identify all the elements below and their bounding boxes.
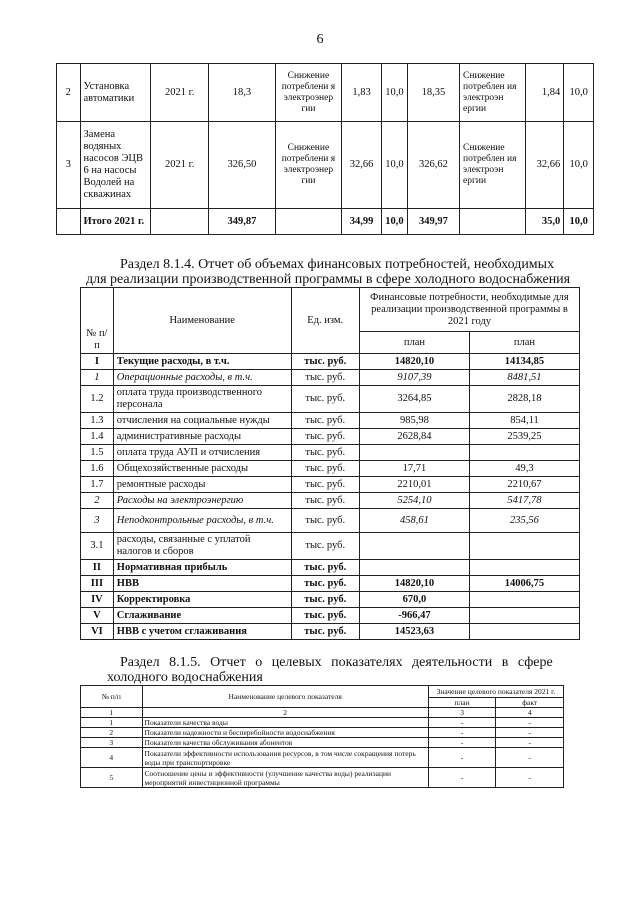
plan-value: 2628,84 (359, 429, 469, 445)
row-number: 1 (81, 718, 143, 728)
row-number: II (81, 560, 114, 576)
table-row (81, 560, 580, 576)
row-number: 1.7 (81, 477, 114, 493)
table-row (81, 509, 580, 533)
header-plan: план (359, 332, 469, 354)
plan-value: - (428, 728, 496, 738)
plan-value: 235,56 (469, 509, 579, 533)
plan-value: - (428, 738, 496, 748)
row-number: 1.3 (81, 413, 114, 429)
header-plan: план (469, 332, 579, 354)
plan-value: 985,98 (359, 413, 469, 429)
plan-value: 2539,25 (469, 429, 579, 445)
unit-cell: тыс. руб. (291, 533, 359, 560)
page-number: 6 (316, 32, 324, 47)
total-value: 35,0 (526, 209, 564, 235)
table-row (81, 533, 580, 560)
col-number: 2 (142, 708, 428, 718)
header-num: № п/п (81, 288, 114, 354)
plan-value: 8481,51 (469, 370, 579, 386)
total-value: 10,0 (382, 209, 408, 235)
financial-table (80, 287, 580, 640)
unit-cell: тыс. руб. (291, 413, 359, 429)
value-cell: 32,66 (526, 122, 564, 209)
fact-value: - (496, 748, 564, 768)
row-name: НВВ (113, 576, 291, 592)
unit-cell: тыс. руб. (291, 608, 359, 624)
plan-value: 49,3 (469, 461, 579, 477)
row-number: 2 (57, 64, 81, 122)
total-value: 349,97 (407, 209, 459, 235)
col-number: 1 (81, 708, 143, 718)
value-cell: 32,66 (342, 122, 382, 209)
header-plan: план (428, 698, 496, 708)
section-heading: Раздел 8.1.4. Отчет об объемах финансовых потребностей, необходимых (120, 257, 555, 272)
plan-value (469, 533, 579, 560)
table-row (81, 493, 580, 509)
measure-name: Замена водяных насосов ЭЦВ 6 на насосы Водолей на скважинах (80, 122, 151, 209)
row-number: 2 (81, 728, 143, 738)
unit-cell: тыс. руб. (291, 461, 359, 477)
table-row (81, 738, 564, 748)
plan-value: 2210,67 (469, 477, 579, 493)
row-name: Операционные расходы, в т.ч. (113, 370, 291, 386)
plan-value: 17,71 (359, 461, 469, 477)
row-name: Нормативная прибыль (113, 560, 291, 576)
plan-value: 5417,78 (469, 493, 579, 509)
row-name: оплата труда производственного персонала (113, 386, 291, 413)
unit-cell: тыс. руб. (291, 445, 359, 461)
unit-cell: тыс. руб. (291, 429, 359, 445)
value-cell: 326,62 (407, 122, 459, 209)
empty-cell (151, 209, 209, 235)
table-row (81, 576, 580, 592)
plan-value (469, 560, 579, 576)
value-cell: 18,35 (407, 64, 459, 122)
measure-name: Установка автоматики (80, 64, 151, 122)
measures-table (56, 63, 594, 235)
header-name: Наименование (113, 288, 291, 354)
fact-value: - (496, 738, 564, 748)
plan-value (359, 560, 469, 576)
plan-value: 854,11 (469, 413, 579, 429)
plan-value (469, 445, 579, 461)
total-value: 349,87 (209, 209, 275, 235)
plan-value: - (428, 768, 496, 788)
row-name: Текущие расходы, в т.ч. (113, 354, 291, 370)
plan-value: 14523,63 (359, 624, 469, 640)
fact-value: - (496, 718, 564, 728)
plan-value: 9107,39 (359, 370, 469, 386)
year-cell: 2021 г. (151, 122, 209, 209)
plan-value (469, 624, 579, 640)
plan-value: -966,47 (359, 608, 469, 624)
plan-value: 2210,01 (359, 477, 469, 493)
fact-value: - (496, 728, 564, 738)
unit-cell: тыс. руб. (291, 560, 359, 576)
row-name: ремонтные расходы (113, 477, 291, 493)
row-number: VI (81, 624, 114, 640)
col-number: 3 (428, 708, 496, 718)
row-name: Общехозяйственные расходы (113, 461, 291, 477)
plan-value: 2828,18 (469, 386, 579, 413)
plan-value: 14820,10 (359, 576, 469, 592)
row-name: Неподконтрольные расходы, в т.ч. (113, 509, 291, 533)
unit-cell: тыс. руб. (291, 386, 359, 413)
table-row (81, 624, 580, 640)
year-cell: 2021 г. (151, 64, 209, 122)
value-cell: 18,3 (209, 64, 275, 122)
value-cell: 1,83 (342, 64, 382, 122)
row-number: 5 (81, 768, 143, 788)
table-row (81, 354, 580, 370)
header-row (81, 686, 564, 698)
table-row (57, 64, 594, 122)
header-group: Значение целевого показателя 2021 г. (428, 686, 563, 698)
table-row (81, 477, 580, 493)
row-number: 1.4 (81, 429, 114, 445)
row-name: Расходы на электроэнергию (113, 493, 291, 509)
value-cell: 10,0 (382, 64, 408, 122)
value-cell: 326,50 (209, 122, 275, 209)
financial-body (81, 354, 580, 640)
table-row (81, 461, 580, 477)
table-row (81, 445, 580, 461)
plan-value: 14006,75 (469, 576, 579, 592)
table-row (57, 122, 594, 209)
row-number: 1.5 (81, 445, 114, 461)
table-row (81, 768, 564, 788)
plan-value: 3264,85 (359, 386, 469, 413)
plan-value: - (428, 748, 496, 768)
indicator-name: Соотношение цены и эффективности (улучшение качества воды) реализации мероприятий инвестиционной программы (142, 768, 428, 788)
plan-value (359, 445, 469, 461)
value-cell: 1,84 (526, 64, 564, 122)
col-number: 4 (496, 708, 564, 718)
unit-cell: тыс. руб. (291, 477, 359, 493)
unit-cell: тыс. руб. (291, 354, 359, 370)
indicator-name: Показатели надежности и бесперебойности водоснабжения (142, 728, 428, 738)
row-name: НВВ с учетом сглаживания (113, 624, 291, 640)
unit-cell: тыс. руб. (291, 624, 359, 640)
effect-cell: Снижение потреблен ия электроэн ергии (460, 64, 526, 122)
table-row (81, 592, 580, 608)
value-cell: 10,0 (382, 122, 408, 209)
table-row (81, 386, 580, 413)
table-row (81, 608, 580, 624)
row-number: 3.1 (81, 533, 114, 560)
plan-value (359, 533, 469, 560)
row-number: IV (81, 592, 114, 608)
row-name: отчисления на социальные нужды (113, 413, 291, 429)
target-body (81, 718, 564, 788)
fact-value: - (496, 768, 564, 788)
unit-cell: тыс. руб. (291, 592, 359, 608)
header-unit: Ед. изм. (291, 288, 359, 354)
row-number: 2 (81, 493, 114, 509)
row-name: расходы, связанные с уплатой налогов и сборов (113, 533, 291, 560)
row-number: V (81, 608, 114, 624)
table-row (81, 413, 580, 429)
value-cell: 10,0 (564, 122, 594, 209)
total-row (57, 209, 594, 235)
unit-cell: тыс. руб. (291, 493, 359, 509)
total-label: Итого 2021 г. (80, 209, 151, 235)
row-number: 1 (81, 370, 114, 386)
unit-cell: тыс. руб. (291, 576, 359, 592)
table-row (81, 748, 564, 768)
indicator-name: Показатели эффективности использования ресурсов, в том числе сокращения потерь воды при транспортировке (142, 748, 428, 768)
plan-value: 5254,10 (359, 493, 469, 509)
row-number: 3 (57, 122, 81, 209)
row-number: III (81, 576, 114, 592)
unit-cell: тыс. руб. (291, 509, 359, 533)
row-number: 1.2 (81, 386, 114, 413)
effect-cell: Снижение потреблени я электроэнер гии (275, 64, 341, 122)
header-row (81, 288, 580, 332)
plan-value: 670,0 (359, 592, 469, 608)
table-row (81, 429, 580, 445)
table-row (81, 370, 580, 386)
plan-value: 14820,10 (359, 354, 469, 370)
indicator-name: Показатели качества воды (142, 718, 428, 728)
section-heading-cont: холодного водоснабжения (107, 670, 263, 685)
empty-cell (57, 209, 81, 235)
section-heading-cont: для реализации производственной программы в сфере холодного водоснабжения (86, 272, 571, 287)
row-name: административные расходы (113, 429, 291, 445)
row-name: Сглаживание (113, 608, 291, 624)
row-number: 3 (81, 509, 114, 533)
plan-value: 458,61 (359, 509, 469, 533)
row-number: 1.6 (81, 461, 114, 477)
row-number: 3 (81, 738, 143, 748)
header-num: № п/п (81, 686, 143, 708)
section-heading: Раздел 8.1.5. Отчет о целевых показателях деятельности в сфере (120, 655, 553, 670)
header-name: Наименование целевого показателя (142, 686, 428, 708)
row-name: Корректировка (113, 592, 291, 608)
total-value: 34,99 (342, 209, 382, 235)
row-name: оплата труда АУП и отчисления (113, 445, 291, 461)
plan-value: 14134,85 (469, 354, 579, 370)
indicator-name: Показатели качества обслуживания абонентов (142, 738, 428, 748)
unit-cell: тыс. руб. (291, 370, 359, 386)
table-row (81, 718, 564, 728)
effect-cell: Снижение потреблени я электроэнер гии (275, 122, 341, 209)
plan-value: - (428, 718, 496, 728)
plan-value (469, 592, 579, 608)
empty-cell (275, 209, 341, 235)
plan-value (469, 608, 579, 624)
row-number: 4 (81, 748, 143, 768)
empty-cell (460, 209, 526, 235)
table-row (81, 728, 564, 738)
effect-cell: Снижение потреблен ия электроэн ергии (460, 122, 526, 209)
total-value: 10,0 (564, 209, 594, 235)
header-group: Финансовые потребности, необходимые для реализации производственной программы в 2021 году (359, 288, 579, 332)
row-number: I (81, 354, 114, 370)
value-cell: 10,0 (564, 64, 594, 122)
target-table (80, 685, 564, 788)
column-number-row (81, 708, 564, 718)
header-fact: факт (496, 698, 564, 708)
